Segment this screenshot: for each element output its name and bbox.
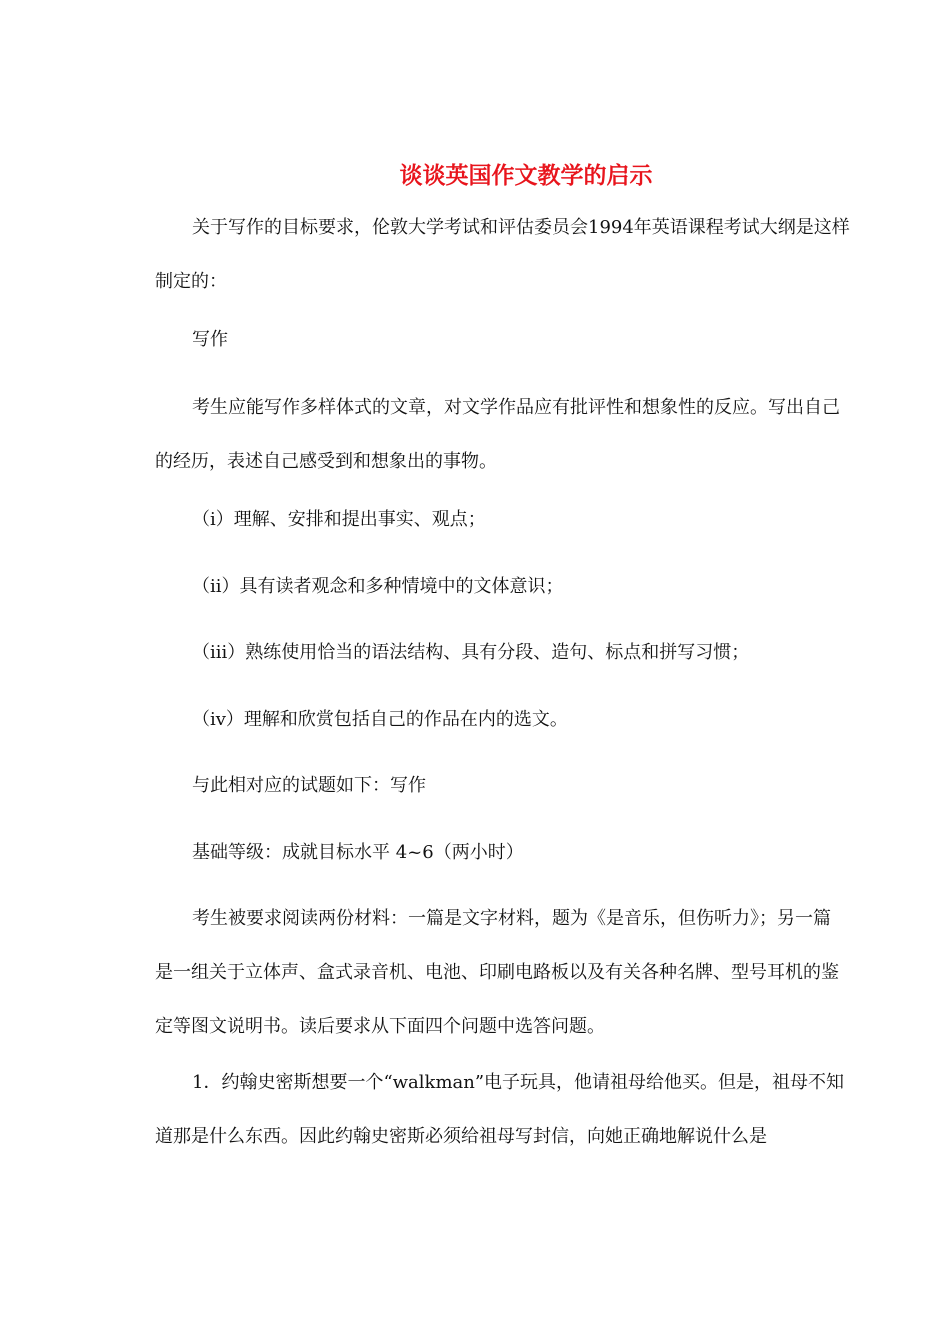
list-item-ii [155, 575, 890, 599]
text-line: 1．约翰史密斯想要一个“walkman”电子玩具，他请祖母给他买。但是，祖母不知 [192, 1072, 845, 1093]
text-line: （i）理解、安排和提出事实、观点； [192, 509, 486, 530]
paragraph-basic-level [155, 841, 890, 865]
text-line: 基础等级：成就目标水平 4~6（两小时） [192, 842, 524, 863]
paragraph-intro [155, 216, 890, 294]
text-line: 道那是什么东西。因此约翰史密斯必须给祖母写封信，向她正确地解说什么是 [155, 1126, 767, 1147]
paragraph-heading-writing [155, 328, 890, 352]
text-line: 考生被要求阅读两份材料：一篇是文字材料，题为《是音乐，但伤听力》；另一篇 [192, 908, 831, 929]
document-title: 谈谈英国作文教学的启示 [399, 163, 653, 190]
text-line: 考生应能写作多样体式的文章，对文学作品应有批评性和想象性的反应。写出自己 [192, 397, 840, 418]
paragraph-question-1 [155, 1071, 890, 1149]
list-item-iv [155, 708, 890, 732]
text-line: 与此相对应的试题如下：写作 [192, 775, 426, 796]
text-line: 是一组关于立体声、盒式录音机、电池、印刷电路板以及有关各种名牌、型号耳机的鉴 [155, 962, 839, 983]
text-line: 定等图文说明书。读后要求从下面四个问题中选答问题。 [155, 1016, 605, 1037]
text-line: 关于写作的目标要求，伦敦大学考试和评估委员会1994年英语课程考试大纲是这样 [192, 217, 850, 238]
list-item-iii [155, 641, 890, 665]
text-line: （iv）理解和欣赏包括自己的作品在内的选文。 [192, 709, 568, 730]
text-line: （iii）熟练使用恰当的语法结构、具有分段、造句、标点和拼写习惯； [192, 642, 750, 663]
paragraph-exam-materials [155, 907, 890, 1039]
text-line: 制定的： [155, 271, 227, 292]
text-line: 写作 [192, 329, 228, 350]
text-line: （ii）具有读者观念和多种情境中的文体意识； [192, 576, 564, 597]
paragraph-exam-intro [155, 774, 890, 798]
paragraph-requirements [155, 396, 890, 474]
text-line: 的经历，表述自己感受到和想象出的事物。 [155, 451, 497, 472]
list-item-i [155, 508, 890, 532]
